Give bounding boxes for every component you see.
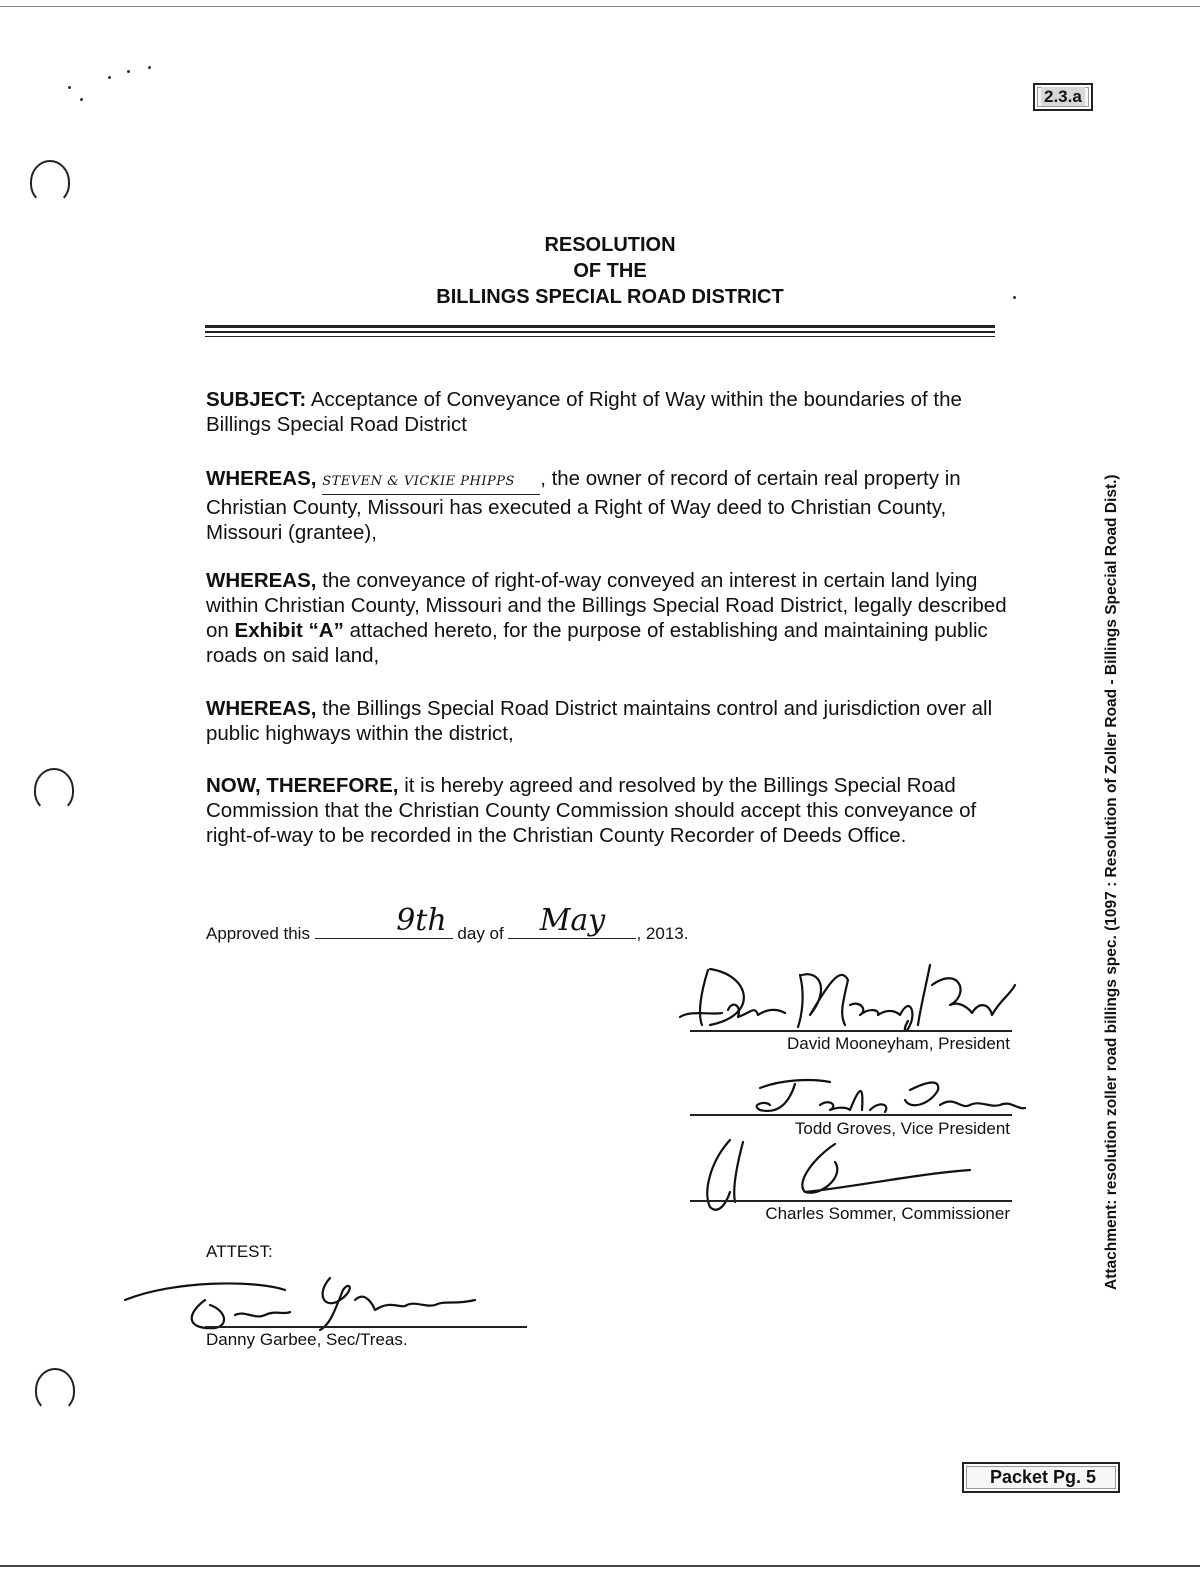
scan-speck (127, 70, 130, 73)
whereas-1-text: , the owner of record of certain real property in Christian County, Missouri has executed a Right of Way deed to Christian County, Missouri (grantee), (206, 467, 961, 544)
subject-text: Acceptance of Conveyance of Right of Way within the boundaries of the Billings Special Road District (206, 388, 962, 436)
signature-line-2 (690, 1114, 1012, 1116)
whereas-2-text-after: attached hereto, for the purpose of establishing and maintaining public roads on said land, (206, 619, 988, 667)
hole-punch-top (30, 160, 70, 204)
title-rule (205, 331, 995, 333)
bottom-border-line (0, 1565, 1200, 1567)
packet-page-label: Packet Pg. 5 (962, 1462, 1120, 1493)
attest-name: Danny Garbee, Sec/Treas. (206, 1330, 408, 1349)
scan-speck (108, 76, 111, 79)
signature-line-3 (690, 1200, 1012, 1202)
subject-label: SUBJECT: (206, 388, 307, 411)
scan-speck (80, 98, 83, 101)
whereas-3-text: the Billings Special Road District maintains control and jurisdiction over all public highways within the district, (206, 697, 993, 745)
title-rule (205, 325, 995, 328)
whereas-paragraph-1 (206, 466, 1016, 545)
approval-line (206, 903, 689, 944)
whereas-label: WHEREAS, (206, 697, 317, 720)
top-border-line (0, 6, 1200, 7)
now-therefore-text: it is hereby agreed and resolved by the Billings Special Road Commission that the Christian County Commission should accept this conveyance of right-of-way to be recorded in the Christian County Recorder of Deeds Office. (206, 774, 977, 847)
exhibit-label: Exhibit “A” (234, 619, 344, 642)
title-line-2: OF THE (573, 260, 647, 282)
agenda-tag-label: 2.3.a (1041, 87, 1085, 106)
scan-speck (148, 66, 151, 69)
whereas-paragraph-2 (206, 568, 1016, 668)
signature-mooneyham (670, 955, 1030, 1035)
attest-label: ATTEST: (206, 1242, 273, 1261)
approval-month-field (508, 903, 636, 939)
approval-prefix: Approved this (206, 924, 310, 943)
attest-signature-line (205, 1326, 527, 1328)
attachment-sidebar-text: Attachment: resolution zoller road billings spec. (1097 : Resolution of Zoller Road - Billings Special Road Dist.) (1103, 474, 1120, 1290)
signature-line-1 (690, 1030, 1012, 1032)
title-rule (205, 336, 995, 337)
title-line-1: RESOLUTION (544, 234, 676, 256)
title-line-3: BILLINGS SPECIAL ROAD DISTRICT (436, 286, 784, 308)
signatory-name-1: David Mooneyham, President (786, 1034, 1010, 1053)
scan-speck (68, 86, 71, 89)
page-title (200, 232, 1020, 310)
whereas-label: WHEREAS, (206, 467, 317, 490)
hole-punch-bottom (35, 1368, 75, 1412)
owner-handwritten: STEVEN & VICKIE PHIPPS (322, 474, 515, 489)
hole-punch-middle (34, 768, 74, 812)
approval-suffix: , 2013. (636, 924, 689, 943)
whereas-paragraph-3 (206, 696, 1016, 746)
signatory-name-3: Charles Sommer, Commissioner (765, 1204, 1010, 1223)
agenda-tag (1033, 83, 1093, 111)
owner-field (322, 466, 540, 495)
approval-day-handwritten: 9th (396, 903, 447, 938)
now-therefore-label: NOW, THEREFORE, (206, 774, 399, 797)
approval-month-handwritten: May (539, 903, 606, 938)
approval-day-field (315, 903, 453, 939)
subject-paragraph (206, 387, 1016, 437)
signatory-name-2: Todd Groves, Vice President (794, 1119, 1010, 1138)
whereas-label: WHEREAS, (206, 569, 317, 592)
whereas-2-text-before: the conveyance of right-of-way conveyed an interest in certain land lying within Christian County, Missouri and the Billings Special Road District, legally described on (206, 569, 1007, 642)
now-therefore-paragraph (206, 773, 996, 848)
approval-middle: day of (457, 924, 504, 943)
